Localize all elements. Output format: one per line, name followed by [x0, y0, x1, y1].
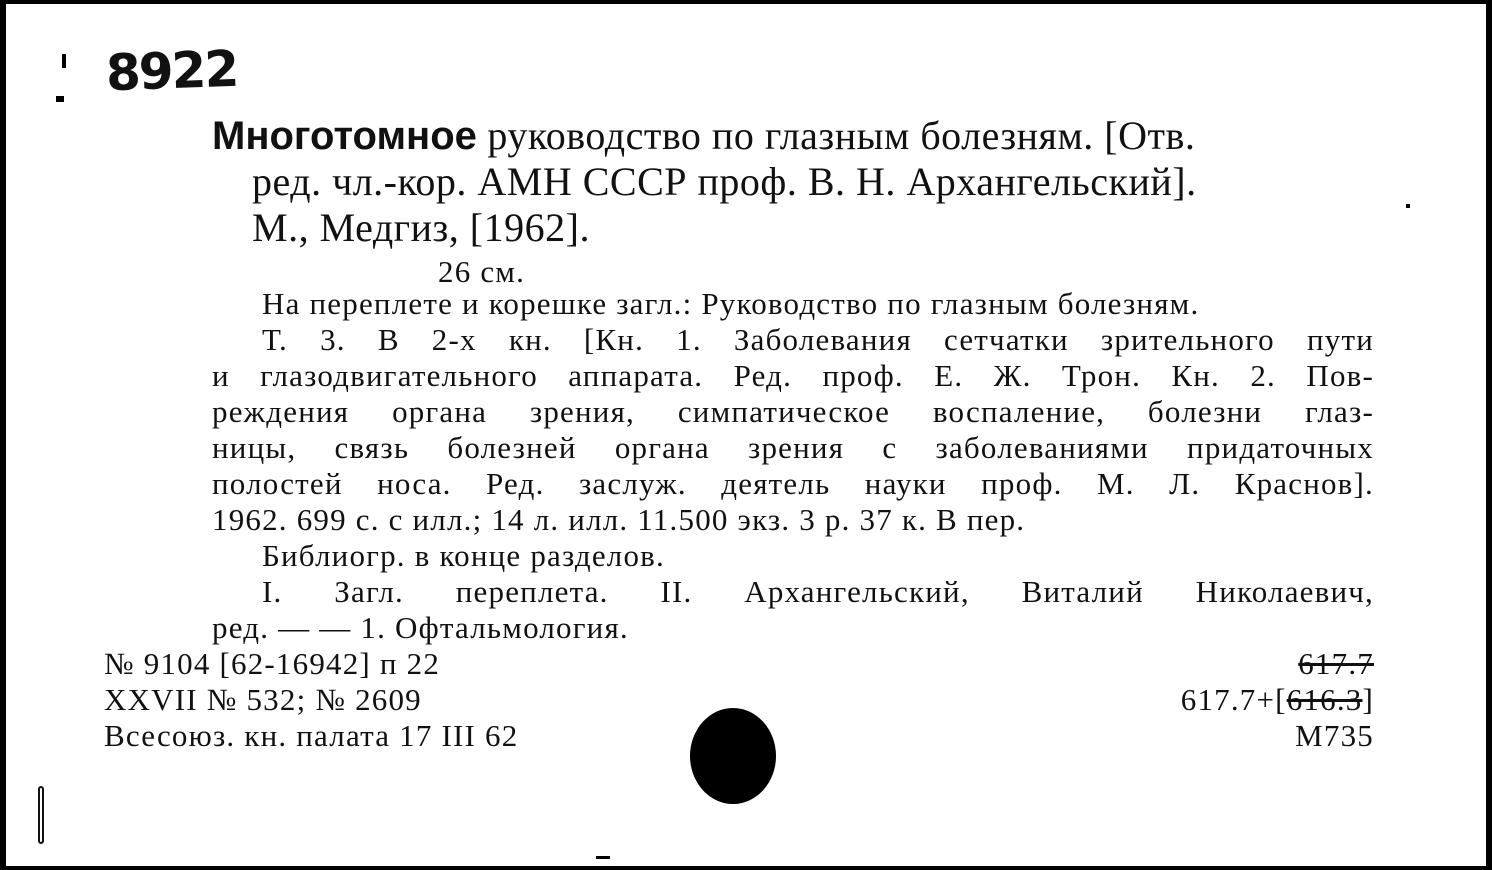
note-line-4: реждения органа зрения, симпатическое воспаление, болезни глаз- [212, 394, 1374, 429]
note-line-7: 1962. 699 с. с илл.; 14 л. илл. 11.500 экз. 3 р. 37 к. В пер. [212, 502, 1026, 537]
ink-speck [596, 856, 610, 859]
note-line-2: Т. 3. В 2-х кн. [Кн. 1. Заболевания сетчатки зрительного пути [262, 322, 1374, 357]
tracings-line-2: ред. — — 1. Офтальмология. [212, 610, 629, 645]
title-line-3: М., Медгиз, [1962]. [252, 205, 590, 250]
classification-struck-part: 616.3 [1286, 682, 1363, 717]
left-edge-mark [38, 786, 44, 844]
footer-line-1: № 9104 [62-16942] п 22 [104, 646, 441, 681]
title-line-2: ред. чл.-кор. АМН СССР проф. В. Н. Архангельский]. [252, 159, 1197, 204]
note-line-3: и глазодвигательного аппарата. Ред. проф. Е. Ж. Трон. Кн. 2. Пов- [212, 358, 1374, 393]
classification-prefix: 617.7+[ [1180, 682, 1287, 717]
punch-hole [690, 708, 776, 804]
bibliography-line: Библиогр. в конце разделов. [262, 538, 665, 573]
note-line-6: полостей носа. Ред. заслуж. деятель науки проф. М. Л. Краснов]. [212, 466, 1374, 501]
handwritten-number: 8922 [105, 39, 239, 103]
classification-main [1181, 682, 1374, 718]
note-line-1: На переплете и корешке загл.: Руководство по глазным болезням. [262, 286, 1200, 321]
title-bold: Многотомное [212, 114, 477, 158]
ink-speck [62, 54, 66, 68]
footer-line-3: Всесоюз. кн. палата 17 III 62 [104, 718, 519, 753]
title-rest: руководство по глазным болезням. [Отв. [476, 113, 1196, 158]
tracings-line-1: I. Загл. переплета. II. Архангельский, Виталий Николаевич, [262, 574, 1374, 609]
ink-speck [1406, 204, 1410, 208]
footer-line-2: XXVII № 532; № 2609 [104, 682, 422, 717]
catalog-card [6, 4, 1486, 866]
author-mark: М735 [1295, 718, 1374, 753]
ink-speck [56, 96, 64, 102]
size-line: 26 см. [438, 254, 526, 289]
title-line-1 [212, 112, 1195, 159]
classification-suffix: ] [1362, 682, 1374, 717]
note-line-5: ницы, связь болезней органа зрения с заболеваниями придаточных [212, 430, 1374, 465]
classification-struck: 617.7 [1298, 646, 1374, 681]
